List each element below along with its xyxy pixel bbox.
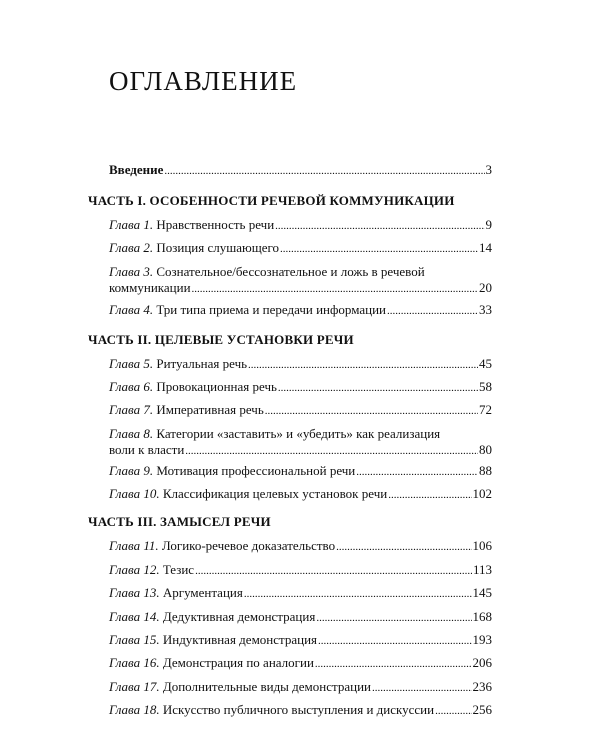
chapter-title: Искусство публичного выступления и дискуссии — [162, 702, 435, 717]
chapter-title: Категории «заставить» и «убедить» как реализация — [156, 426, 441, 441]
chapter-prefix: Глава 1. — [109, 217, 154, 232]
page-number: 33 — [479, 302, 492, 317]
chapter-prefix: Глава 16. — [109, 655, 160, 670]
chapter-title: Классификация целевых установок речи — [162, 486, 388, 501]
toc-entry[interactable] — [109, 302, 492, 319]
part-heading: ЧАСТЬ III. ЗАМЫСЕЛ РЕЧИ — [88, 514, 271, 529]
page-number: 256 — [472, 702, 492, 717]
page-number: 102 — [472, 486, 492, 501]
page-number: 9 — [485, 217, 492, 232]
chapter-prefix: Глава 7. — [109, 402, 154, 417]
page-title: ОГЛАВЛЕНИЕ — [109, 66, 298, 96]
toc-entry[interactable] — [109, 264, 492, 297]
chapter-prefix: Глава 8. — [109, 426, 154, 441]
toc-entry[interactable] — [109, 217, 492, 234]
chapter-prefix: Глава 14. — [109, 609, 160, 624]
chapter-prefix: Глава 3. — [109, 264, 154, 279]
chapter-title: Логико-речевое доказательство — [161, 538, 336, 553]
page-number: 45 — [479, 356, 492, 371]
chapter-prefix: Глава 11. — [109, 538, 159, 553]
page-number: 80 — [479, 442, 492, 457]
toc-entry[interactable] — [109, 379, 492, 396]
page-number: 145 — [472, 585, 492, 600]
chapter-title-continued: воли к власти — [109, 442, 185, 457]
dot-leader — [372, 680, 472, 696]
chapter-title: Три типа приема и передачи информации — [156, 302, 387, 317]
dot-leader — [388, 487, 471, 503]
page-number: 206 — [472, 655, 492, 670]
dot-leader — [248, 357, 478, 373]
dot-leader — [435, 703, 471, 719]
chapter-title-continued: коммуникации — [109, 280, 191, 295]
page-number: 20 — [479, 280, 492, 295]
page-number: 58 — [479, 379, 492, 394]
page-number: 72 — [479, 402, 492, 417]
toc-entry[interactable] — [109, 632, 492, 649]
dot-leader — [387, 303, 478, 319]
part-heading: ЧАСТЬ I. ОСОБЕННОСТИ РЕЧЕВОЙ КОММУНИКАЦИИ — [88, 193, 455, 208]
chapter-prefix: Глава 9. — [109, 463, 154, 478]
toc-entry[interactable] — [109, 402, 492, 419]
page-number: 113 — [472, 562, 492, 577]
toc-entry[interactable] — [109, 356, 492, 373]
toc-entry-intro[interactable] — [109, 162, 492, 179]
page-number: 193 — [472, 632, 492, 647]
toc-entry[interactable] — [109, 655, 492, 672]
dot-leader — [278, 380, 478, 396]
toc-entry[interactable] — [109, 702, 492, 719]
page-number: 168 — [472, 609, 492, 624]
dot-leader — [164, 163, 484, 179]
chapter-prefix: Глава 18. — [109, 702, 160, 717]
dot-leader — [356, 464, 478, 480]
toc-entry[interactable] — [109, 679, 492, 696]
page-number: 88 — [479, 463, 492, 478]
dot-leader — [192, 281, 478, 297]
chapter-prefix: Глава 17. — [109, 679, 160, 694]
chapter-title: Провокационная речь — [156, 379, 277, 394]
page-number: 3 — [485, 162, 492, 177]
page-number: 14 — [479, 240, 492, 255]
page-number: 106 — [472, 538, 492, 553]
chapter-prefix: Глава 6. — [109, 379, 154, 394]
chapter-prefix: Глава 5. — [109, 356, 154, 371]
dot-leader — [280, 241, 478, 257]
chapter-title: Индуктивная демонстрация — [162, 632, 318, 647]
dot-leader — [336, 539, 471, 555]
toc-entry[interactable] — [109, 609, 492, 626]
chapter-prefix: Глава 2. — [109, 240, 154, 255]
toc-entry[interactable] — [109, 486, 492, 503]
dot-leader — [318, 633, 471, 649]
chapter-title: Дедуктивная демонстрация — [162, 609, 316, 624]
chapter-title: Тезис — [162, 562, 195, 577]
chapter-title: Императивная речь — [156, 402, 264, 417]
dot-leader — [315, 656, 472, 672]
dot-leader — [265, 403, 478, 419]
dot-leader — [275, 218, 484, 234]
toc-entry[interactable] — [109, 538, 492, 555]
chapter-prefix: Глава 15. — [109, 632, 160, 647]
chapter-title: Аргументация — [162, 585, 243, 600]
dot-leader — [195, 563, 472, 579]
chapter-prefix: Глава 13. — [109, 585, 160, 600]
chapter-title: Ритуальная речь — [156, 356, 248, 371]
chapter-prefix: Глава 10. — [109, 486, 160, 501]
chapter-title: Нравственность речи — [156, 217, 275, 232]
toc-entry[interactable] — [109, 240, 492, 257]
part-heading: ЧАСТЬ II. ЦЕЛЕВЫЕ УСТАНОВКИ РЕЧИ — [88, 332, 354, 347]
intro-label: Введение — [109, 162, 164, 177]
toc-entry[interactable] — [109, 463, 492, 480]
page-number: 236 — [472, 679, 492, 694]
chapter-title: Дополнительные виды демонстрации — [162, 679, 371, 694]
chapter-prefix: Глава 4. — [109, 302, 154, 317]
dot-leader — [316, 610, 471, 626]
chapter-title: Позиция слушающего — [156, 240, 280, 255]
toc-entry[interactable] — [109, 562, 492, 579]
dot-leader — [244, 586, 472, 602]
toc-entry[interactable] — [109, 585, 492, 602]
dot-leader — [185, 443, 478, 459]
chapter-title: Мотивация профессиональной речи — [156, 463, 356, 478]
chapter-title: Демонстрация по аналогии — [162, 655, 314, 670]
toc-entry[interactable] — [109, 426, 492, 459]
chapter-title: Сознательное/бессознательное и ложь в речевой — [156, 264, 425, 279]
chapter-prefix: Глава 12. — [109, 562, 160, 577]
